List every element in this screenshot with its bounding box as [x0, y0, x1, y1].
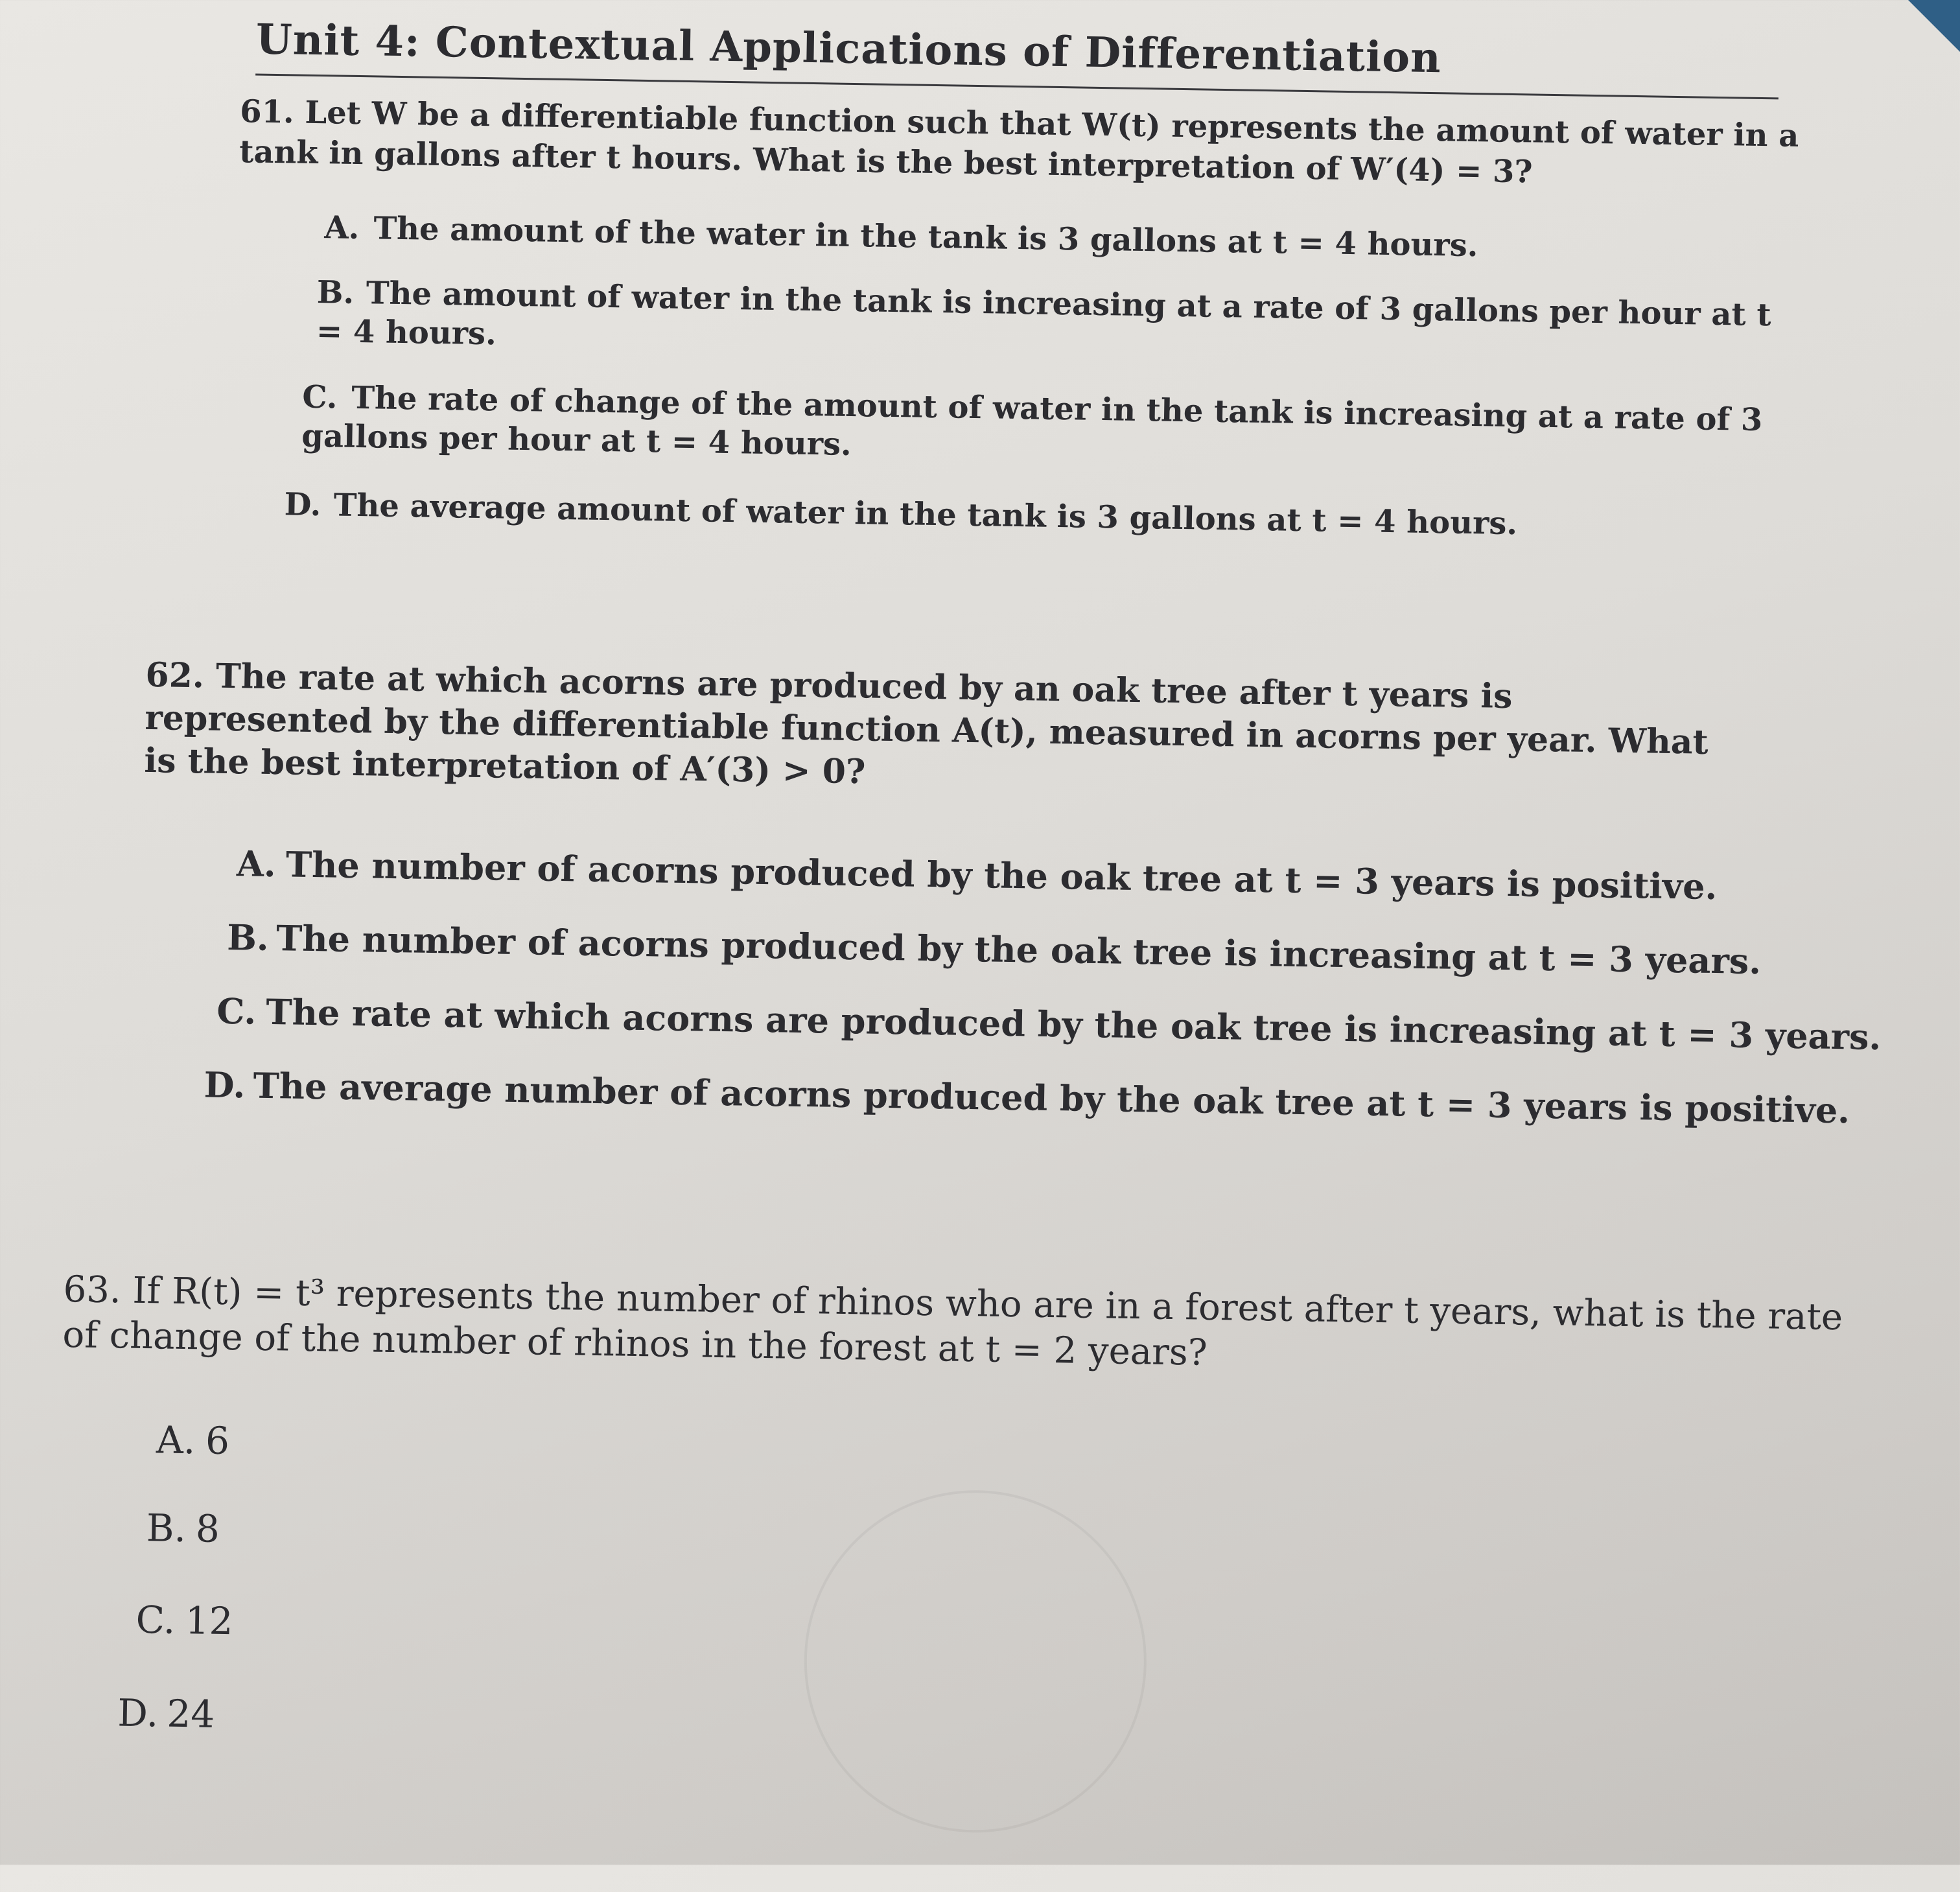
choice-text: 6	[205, 1418, 230, 1464]
choice-text: The amount of water in the tank is increasing at a rate of 3 gallons per hour at t = 4 hours.	[316, 275, 1771, 353]
choice-letter: C.	[135, 1597, 176, 1642]
choice-61-a[interactable]	[324, 208, 1478, 265]
choice-letter: A.	[324, 209, 360, 247]
choice-letter: B.	[316, 274, 355, 311]
choice-letter: A.	[156, 1418, 196, 1463]
choice-text: The average amount of water in the tank is 3 gallons at t = 4 hours.	[333, 487, 1518, 543]
choice-text: The rate of change of the amount of water in the tank is increasing at a rate of 3 gallons per hour at t = 4 hours.	[301, 379, 1763, 463]
choice-letter: A.	[236, 843, 277, 885]
choice-text: The number of acorns produced by the oak tree at t = 3 years is positive.	[285, 843, 1718, 908]
choice-63-b[interactable]	[146, 1506, 220, 1551]
choice-62-b[interactable]	[227, 916, 1762, 983]
question-number: 61.	[239, 93, 295, 131]
choice-letter: C.	[301, 379, 338, 416]
bleed-through-mark	[802, 1488, 1149, 1835]
choice-61-b[interactable]	[316, 273, 1782, 373]
choice-61-c[interactable]	[301, 378, 1819, 480]
question-stem: Let W be a differentiable function such that W(t) represents the amount of water in a tank in gallons after t hours. What is the best interpretation of W′(4) = 3?	[239, 94, 1799, 191]
question-number: 63.	[63, 1268, 122, 1312]
choice-text: 8	[195, 1506, 220, 1551]
choice-letter: C.	[216, 990, 257, 1033]
choice-letter: D.	[284, 486, 321, 524]
choice-letter: D.	[204, 1064, 246, 1106]
choice-62-a[interactable]	[237, 842, 1718, 908]
question-stem: If R(t) = t³ represents the number of rhinos who are in a forest after t years, what is the rate of change of the number of rhinos in the forest at t = 2 years?	[62, 1269, 1843, 1374]
question-62	[144, 654, 1727, 807]
choice-text: The number of acorns produced by the oak tree is increasing at t = 3 years.	[275, 917, 1762, 983]
question-63	[62, 1267, 1865, 1386]
choice-63-d[interactable]	[117, 1690, 215, 1736]
question-stem: The rate at which acorns are produced by an oak tree after t years is represented by the differentiable function A(t), measured in acorns per year. What is the best interpretation of A′(3) > 0?	[144, 656, 1709, 792]
choice-letter: D.	[117, 1690, 159, 1736]
choice-letter: B.	[226, 916, 270, 959]
choice-text: 24	[166, 1691, 215, 1736]
choice-text: The rate at which acorns are produced by the oak tree is increasing at t = 3 years.	[265, 990, 1882, 1058]
choice-63-a[interactable]	[156, 1418, 230, 1464]
unit-title: Unit 4: Contextual Applications of Differentiation	[255, 15, 1442, 83]
choice-61-d[interactable]	[284, 485, 1517, 543]
choice-text: The amount of the water in the tank is 3 gallons at t = 4 hours.	[373, 210, 1478, 264]
choice-63-c[interactable]	[135, 1597, 234, 1644]
choice-letter: B.	[146, 1506, 187, 1551]
choice-text: The average number of acorns produced by the oak tree at t = 3 years is positive.	[253, 1064, 1850, 1132]
choice-62-c[interactable]	[216, 990, 1882, 1058]
choice-text: 12	[185, 1598, 234, 1644]
choice-62-d[interactable]	[204, 1063, 1850, 1132]
question-number: 62.	[145, 655, 205, 696]
question-61	[239, 91, 1809, 196]
